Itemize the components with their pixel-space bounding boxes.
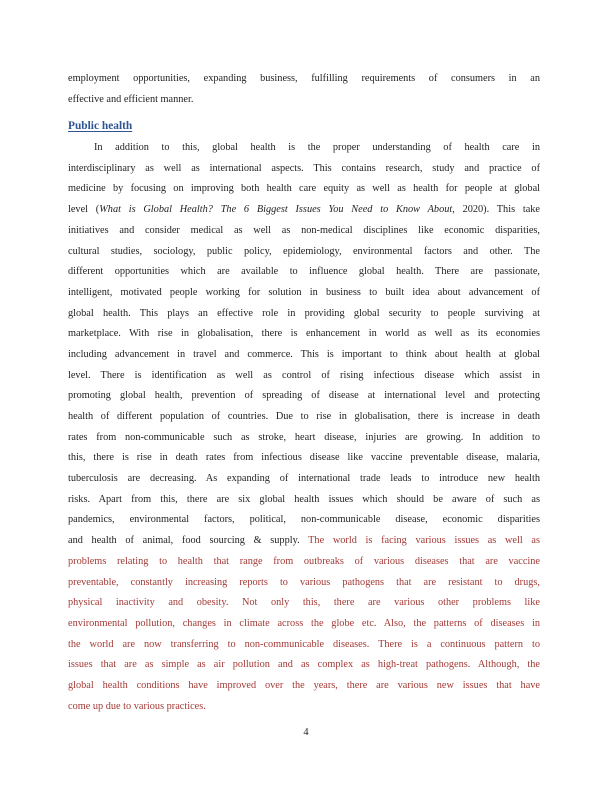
text-line — [68, 386, 540, 407]
text-line — [68, 635, 540, 656]
main-paragraph — [68, 138, 540, 717]
body-text: interdisciplinary as well as international aspects. This contains research, study and practice of — [68, 162, 540, 174]
body-text: employment opportunities, expanding business, fulfilling requirements of consumers in an — [68, 73, 540, 84]
text-line — [68, 345, 540, 366]
body-text: , 2020). This take — [452, 204, 540, 216]
body-text: level ( — [68, 204, 100, 216]
text-line — [68, 655, 540, 676]
text-line — [68, 200, 540, 221]
text-line — [68, 531, 540, 552]
text-line — [68, 490, 540, 511]
emphasis-text: problems relating to health that range from outbreaks of various diseases that are vaccine — [68, 555, 540, 567]
body-text: cultural studies, sociology, public policy, epidemiology, environmental factors and other. The — [68, 245, 540, 257]
body-text: health of different population of countries. Due to rise in globalisation, there is increase in death — [68, 411, 540, 423]
text-line — [68, 614, 540, 635]
text-line — [68, 262, 540, 283]
body-text: promoting global health, prevention of spreading of disease at international level and protecting — [68, 390, 540, 402]
text-line — [68, 552, 540, 573]
citation-text: What is Global Health? The 6 Biggest Issues You Need to Know About — [99, 204, 453, 216]
section-heading: Public health — [68, 120, 133, 133]
body-text: medicine by focusing on improving both health care equity as well as health for people at global — [68, 183, 540, 195]
intro-paragraph — [68, 69, 540, 110]
text-line — [68, 242, 540, 263]
text-line — [68, 448, 540, 469]
text-line — [68, 510, 540, 531]
emphasis-text: come up due to various practices. — [68, 700, 206, 712]
body-text: different opportunities which are available to influence global health. There are passionate, — [68, 266, 540, 278]
body-text: intelligent, motivated people working for solution in business to built idea about advancement of — [68, 286, 540, 298]
text-line — [68, 159, 540, 180]
text-line — [68, 283, 540, 304]
text-line — [68, 366, 540, 387]
emphasis-text: preventable, constantly increasing reports to various pathogens that are resistant to drugs, — [68, 576, 540, 588]
body-text: risks. Apart from this, there are six global health issues which should be aware of such as — [68, 493, 540, 505]
text-line — [68, 324, 540, 345]
text-line — [68, 221, 540, 242]
body-text: this, there is rise in death rates from infectious disease like vaccine preventable disease, malaria, — [68, 452, 540, 464]
emphasis-text: the world are now transferring to non-communicable diseases. There is a continuous pattern to — [68, 638, 540, 650]
text-line — [68, 469, 540, 490]
emphasis-text: physical inactivity and obesity. Not only this, there are various other problems like — [68, 597, 540, 609]
text-line — [68, 573, 540, 594]
body-text: initiatives and consider medical as well as non-medical disciplines like economic disparities, — [68, 224, 540, 236]
body-text: global health. This plays an effective role in providing global security to people surviving at — [68, 307, 540, 319]
text-line — [68, 428, 540, 449]
body-text: including advancement in travel and commerce. This is important to think about health at global — [68, 348, 540, 360]
body-text: tuberculosis are decreasing. As expanding of international trade leads to introduce new health — [68, 473, 540, 485]
emphasis-text: The world is facing various issues as well as — [308, 535, 540, 547]
text-line — [68, 407, 540, 428]
text-line — [68, 138, 540, 159]
body-text: level. There is identification as well as control of rising infectious disease which assist in — [68, 369, 540, 381]
body-text: and health of animal, food sourcing & supply. — [68, 535, 309, 547]
body-text: marketplace. With rise in globalisation, there is enhancement in world as well as its economies — [68, 328, 540, 340]
body-text: rates from non-communicable such as stroke, heart disease, injuries are growing. In addition to — [68, 431, 540, 443]
text-line — [68, 676, 540, 697]
page-content — [68, 69, 540, 717]
text-line — [68, 179, 540, 200]
emphasis-text: environmental pollution, changes in climate across the globe etc. Also, the patterns of diseases in — [68, 617, 540, 629]
page-number: 4 — [303, 727, 309, 738]
emphasis-text: global health conditions have improved over the years, there are various new issues that have — [68, 679, 540, 691]
text-line — [68, 697, 540, 718]
text-line — [68, 304, 540, 325]
text-line — [68, 593, 540, 614]
emphasis-text: issues that are as simple as air pollution and as complex as high-treat pathogens. Although, the — [68, 659, 540, 671]
text-line — [68, 90, 540, 111]
body-text: In addition to this, global health is the proper understanding of health care in — [94, 142, 540, 154]
text-line — [68, 69, 540, 90]
body-text: pandemics, environmental factors, political, non-communicable disease, economic disparities — [68, 514, 540, 526]
body-text: effective and efficient manner. — [68, 93, 194, 105]
